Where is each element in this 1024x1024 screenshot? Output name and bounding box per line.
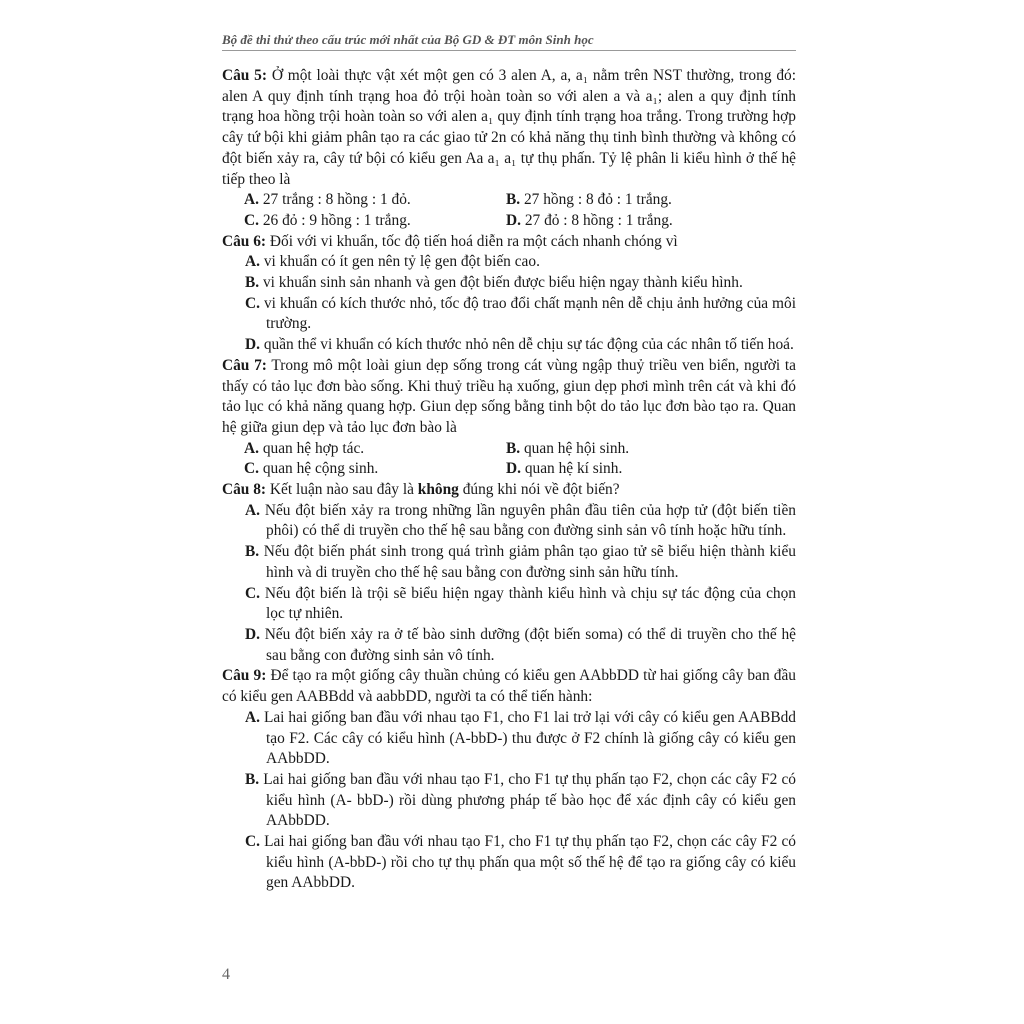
option-a: A. 27 trắng : 8 hồng : 1 đỏ. (244, 191, 411, 209)
question-8: Câu 8: Kết luận nào sau đây là không đúng khi nói về đột biến? A. Nếu đột biến xảy ra trong những lần nguyên phân đầu tiên của hợp tử (đột biến tiền phôi) có thể di truyền cho thế hệ sau bằng con đường sinh sản vô tính hoặc hữu tính. B. Nếu đột biến phát sinh trong quá trình giảm phân tạo giao tử sẽ biểu hiện thành kiểu hình và di truyền cho thế hệ sau bằng con đường sinh sản hữu tính. C. Nếu đột biến là trội sẽ biểu hiện ngay thành kiểu hình và chịu sự tác động của chọn lọc tự nhiên. D. Nếu đột biến xảy ra ở tế bào sinh dưỡng (đột biến soma) có thể di truyền cho thế hệ sau bằng con đường sinh sản vô tính. (222, 480, 796, 666)
option-a: A. quan hệ hợp tác. (244, 439, 365, 457)
question-6 (222, 232, 796, 356)
option-b: B. Nếu đột biến phát sinh trong quá trình giảm phân tạo giao tử sẽ biểu hiện thành kiểu hình và di truyền cho thế hệ sau bằng con đường sinh sản hữu tính. (245, 543, 796, 581)
option-d: D. quần thể vi khuẩn có kích thước nhỏ nên dễ chịu sự tác động của các nhân tố tiến hoá. (245, 336, 794, 354)
option-d: D. Nếu đột biến xảy ra ở tế bào sinh dưỡng (đột biến soma) có thể di truyền cho thế hệ sau bằng con đường sinh sản vô tính. (245, 625, 796, 664)
question-label: Câu 5: (222, 67, 267, 84)
page-number: 4 (222, 966, 230, 983)
option-c: C. quan hệ cộng sinh. (244, 460, 379, 478)
option-b: B. Lai hai giống ban đầu với nhau tạo F1, cho F1 tự thụ phấn tạo F2, chọn các cây F2 có kiểu hình (A- bbD-) rồi dùng phương pháp tế bào học để xác định cây có kiểu gen AAbbDD. (245, 770, 796, 830)
option-c: C. Nếu đột biến là trội sẽ biểu hiện ngay thành kiểu hình và chịu sự tác động của chọn lọc tự nhiên. (245, 584, 796, 623)
question-5 (222, 66, 796, 232)
option-d: D. quan hệ kí sinh. (506, 460, 623, 478)
option-c: C. 26 đỏ : 9 hồng : 1 trắng. (244, 211, 411, 229)
running-header: Bộ đề thi thử theo cấu trúc mới nhất của Bộ GD & ĐT môn Sinh học (222, 32, 594, 47)
question-text: Ở một loài thực vật xét một gen có 3 alen A, a, a₁ nằm trên NST thường, trong đó: alen A quy định tính trạng hoa đỏ trội hoàn toàn so với alen a và a₁; alen a quy định tính trạng hoa hồng trội hoàn toàn so với alen a₁ quy định tính trạng hoa trắng. Trong trường hợp cây tứ bội khi giảm phân tạo ra các giao tử 2n có khả năng thụ tinh bình thường và không có đột biến xảy ra, cây tứ bội có kiểu gen Aa a₁ a₁ tự thụ phấn. Tỷ lệ phân li kiểu hình ở thế hệ tiếp theo là (222, 67, 796, 188)
question-label: Câu 9: (222, 667, 267, 685)
question-label: Câu 6: (222, 232, 267, 250)
question-7 (222, 356, 796, 480)
option-c: C. Lai hai giống ban đầu với nhau tạo F1, cho F1 tự thụ phấn tạo F2, chọn các cây F2 có kiểu hình (A-bbD-) rồi cho tự thụ phấn qua một số thế hệ để tạo ra giống cây có kiểu gen AAbbDD. (245, 833, 796, 892)
question-label: Câu 8: (222, 481, 267, 499)
header-divider (222, 50, 796, 51)
question-label: Câu 7: (222, 356, 267, 374)
emphasis-not: không (417, 481, 459, 499)
option-d: D. 27 đỏ : 8 hồng : 1 trắng. (506, 211, 673, 229)
option-a: A. Lai hai giống ban đầu với nhau tạo F1, cho F1 lai trở lại với cây có kiểu gen AABBdd tạo F2. Các cây có kiểu hình (A-bbD-) thu được ở F2 chính là giống cây có kiểu gen AAbbDD. (245, 708, 796, 768)
question-9 (222, 666, 796, 894)
page-content (222, 66, 796, 894)
option-b: B. vi khuẩn sinh sản nhanh và gen đột biến được biểu hiện ngay thành kiểu hình. (245, 274, 743, 292)
option-b: B. quan hệ hội sinh. (506, 439, 630, 457)
option-a: A. Nếu đột biến xảy ra trong những lần nguyên phân đầu tiên của hợp tử (đột biến tiền phôi) có thể di truyền cho thế hệ sau bằng con đường sinh sản vô tính hoặc hữu tính. (245, 501, 796, 540)
option-b: B. 27 hồng : 8 đỏ : 1 trắng. (506, 191, 672, 209)
option-a: A. vi khuẩn có ít gen nên tỷ lệ gen đột biến cao. (245, 253, 540, 271)
question-text: Để tạo ra một giống cây thuần chủng có kiểu gen AAbbDD từ hai giống cây ban đầu có kiểu gen AABBdd và aabbDD, người ta có thể tiến hành: (222, 667, 796, 706)
question-text: Đối với vi khuẩn, tốc độ tiến hoá diễn ra một cách nhanh chóng vì (269, 232, 678, 250)
option-c: C. vi khuẩn có kích thước nhỏ, tốc độ trao đổi chất mạnh nên dễ chịu ảnh hưởng của môi trường. (245, 294, 796, 333)
question-text: Trong mô một loài giun dẹp sống trong cát vùng ngập thuỷ triều ven biển, người ta thấy có tảo lục đơn bào sống. Khi thuỷ triều hạ xuống, giun dẹp phơi mình trên cát và khi đó tảo lục có khả năng quang hợp. Giun dẹp sống bằng tinh bột do tảo lục đơn bào tạo ra. Quan hệ giữa giun dẹp và tảo lục đơn bào là (222, 356, 796, 436)
